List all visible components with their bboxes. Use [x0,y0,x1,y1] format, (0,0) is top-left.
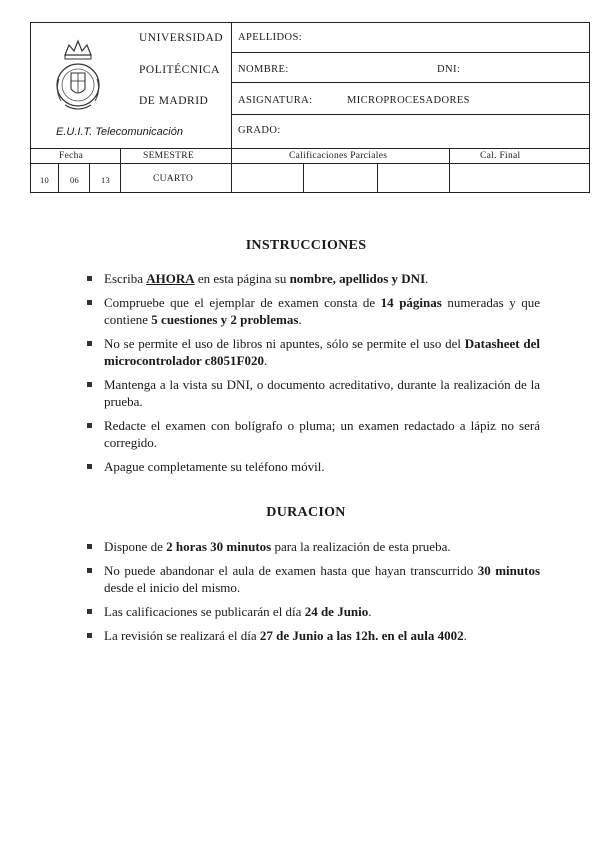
university-seal-icon [51,35,105,119]
university-name-line-1: UNIVERSIDAD [139,32,224,44]
duracion-item [86,562,540,596]
fecha-label: Fecha [59,151,84,161]
fecha-day: 10 [40,175,50,185]
duracion-text: Las calificaciones se publicarán el día [104,604,305,619]
duracion-title: DURACION [266,505,346,520]
instruccion-text: nombre, apellidos y DNI [289,271,426,286]
fecha-year: 13 [101,175,111,185]
duracion-text: Dispone de [104,539,167,554]
duracion-item [86,603,540,620]
instruccion-item [86,294,540,328]
instruccion-text: AHORA [146,271,195,286]
instruccion-text: Escriba [104,271,147,286]
school-name: E.U.I.T. Telecomunicación [56,126,183,138]
instruccion-text: . [263,353,268,368]
asignatura-label: ASIGNATURA: [238,95,313,106]
instruccion-text: 5 cuestiones y 2 problemas [151,312,299,327]
semestre-label: SEMESTRE [143,151,194,161]
instruccion-text: 14 páginas [380,295,442,310]
duracion-text: 27 de Junio a las 12h. en el aula 4002 [259,628,464,643]
duracion-text: . [368,604,372,619]
instrucciones-list [86,270,540,482]
parcial-grade-cell-2[interactable] [304,164,377,193]
duracion-text: desde el inicio del mismo. [104,580,241,595]
asignatura-value: MICROPROCESADORES [347,95,470,106]
university-name-line-3: DE MADRID [139,95,209,107]
nombre-field[interactable]: NOMBRE: [238,64,289,75]
duracion-item [86,627,540,644]
duracion-text: La revisión se realizará el día [104,628,260,643]
fecha-month: 06 [70,175,80,185]
duracion-text: . [463,628,467,643]
instrucciones-title: INSTRUCCIONES [245,238,367,253]
parcial-grade-cell-3[interactable] [378,164,449,193]
parcial-grade-cell-1[interactable] [232,164,303,193]
duracion-text: No puede abandonar el aula de examen hasta que hayan transcurrido [104,563,478,578]
calificaciones-parciales-label: Calificaciones Parciales [289,151,388,161]
duracion-item [86,538,540,555]
duracion-text: 2 horas 30 minutos [166,539,272,554]
instruccion-text: en esta página su [194,271,290,286]
semestre-value: CUARTO [153,174,194,184]
instruccion-item [86,458,540,475]
instruccion-text: . [298,312,302,327]
instruccion-text: Mantenga a la vista su DNI, o documento acreditativo, durante la realización de la prueba. [104,377,540,409]
duracion-text: 30 minutos [477,563,540,578]
dni-field[interactable]: DNI: [437,64,461,75]
final-grade-cell[interactable] [450,164,589,193]
instruccion-text: Apague completamente su teléfono móvil. [104,459,325,474]
university-name-line-2: POLITÉCNICA [139,64,220,76]
duracion-text: 24 de Junio [304,604,369,619]
grado-field[interactable]: GRADO: [238,125,281,136]
instruccion-item [86,270,540,287]
instruccion-text: No se permite el uso de libros ni apuntes, sólo se permite el uso del [104,336,465,351]
instruccion-text: numeradas y que contiene [104,295,541,327]
exam-header-box [30,22,590,193]
duracion-text: para la realización de esta prueba. [271,539,451,554]
instruccion-text: Datasheet del microcontrolador c8051F020 [104,336,540,368]
instruccion-item [86,376,540,410]
instruccion-item [86,417,540,451]
instruccion-item [86,335,540,369]
duracion-list [86,538,540,651]
cal-final-label: Cal. Final [480,151,521,161]
apellidos-field[interactable]: APELLIDOS: [238,32,303,43]
instruccion-text: Redacte el examen con bolígrafo o pluma; un examen redactado a lápiz no será corregido. [104,418,540,450]
instruccion-text: . [425,271,429,286]
instruccion-text: Compruebe que el ejemplar de examen consta de [104,295,381,310]
